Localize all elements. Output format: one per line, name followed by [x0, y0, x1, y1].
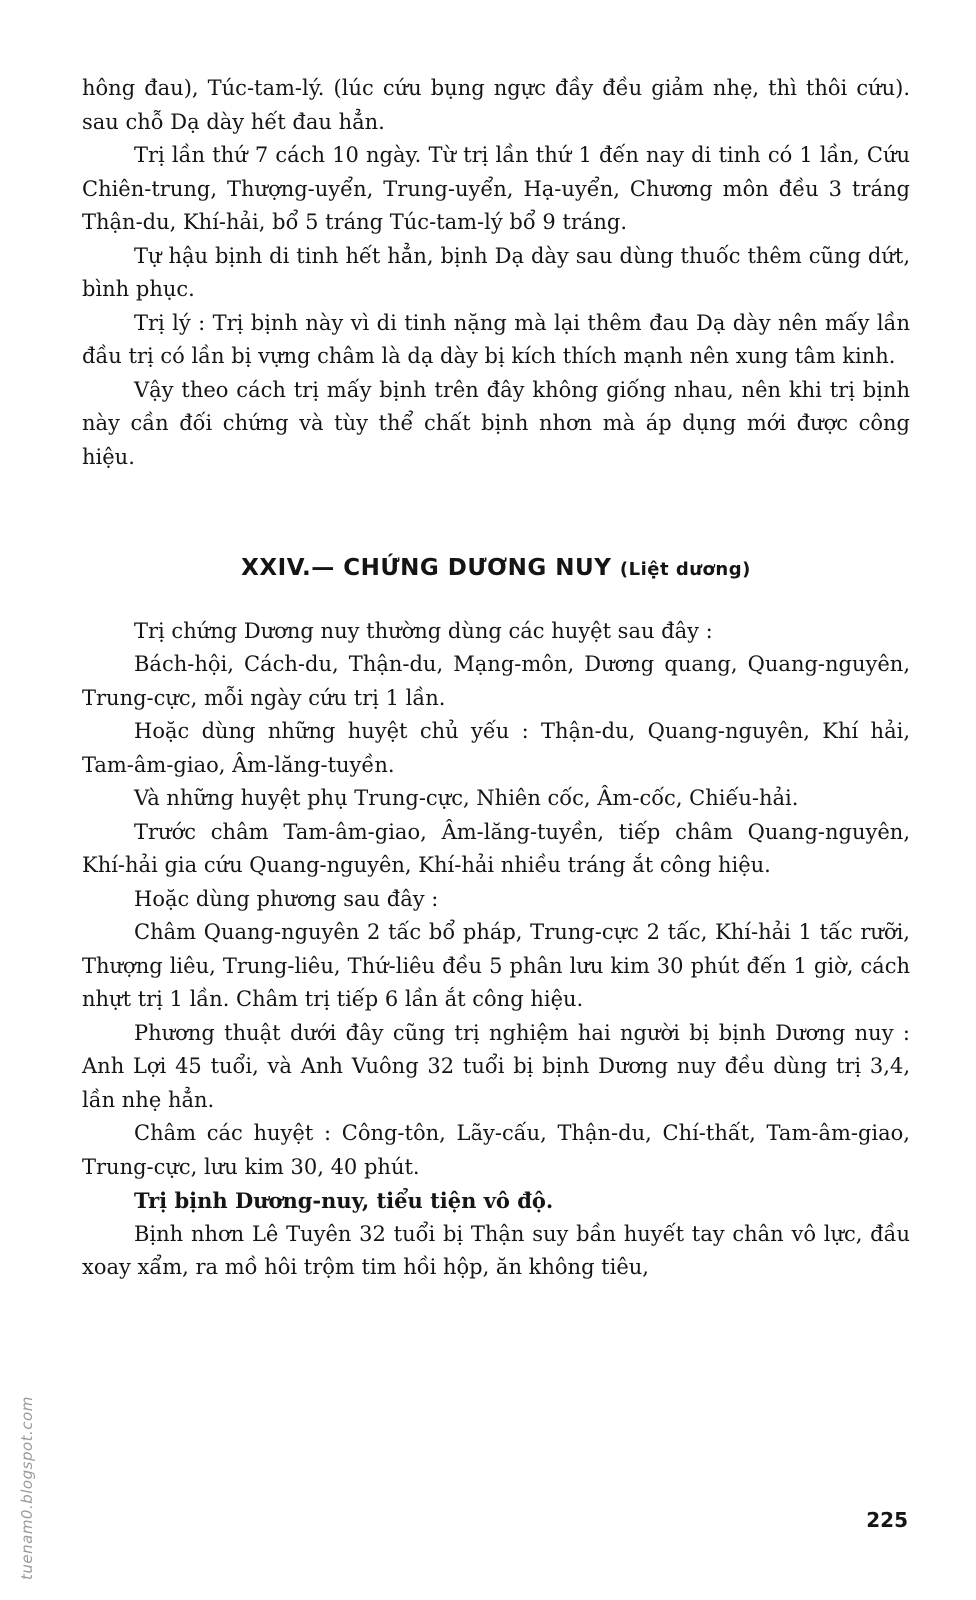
subheading-urinary: Trị bịnh Dương-nuy, tiểu tiện vô độ.	[134, 1188, 554, 1213]
paragraph-case-study: Phương thuật dưới đây cũng trị nghiệm hai người bị bịnh Dương nuy : Anh Lợi 45 tuổi, và Anh Vuông 32 tuổi bị bịnh Dương nuy đều dùng trị 3,4, lần nhẹ hẳn.	[82, 1020, 910, 1112]
paragraph-needling-method: Châm Quang-nguyên 2 tấc bổ pháp, Trung-cực 2 tấc, Khí-hải 1 tấc rưỡi, Thượng liêu, Trung-liêu, Thứ-liêu đều 5 phân lưu kim 30 phút đến 1 giờ, cách nhựt trị 1 lần. Châm trị tiếp 6 lần ắt công hiệu.	[82, 920, 910, 1011]
paragraph-reasoning: Trị lý : Trị bịnh này vì di tinh nặng mà lại thêm đau Dạ dày nên mấy lần đầu trị có lần bị vựng châm là dạ dày bị kích thích mạnh nên xung tâm kinh.	[82, 310, 910, 368]
paragraph-intro: Trị chứng Dương nuy thường dùng các huyệt sau đây :	[134, 618, 713, 643]
paragraph-patient-case: Bịnh nhơn Lê Tuyên 32 tuổi bị Thận suy bần huyết tay chân vô lực, đầu xoay xẩm, ra mồ hôi trộm tim hồi hộp, ăn không tiêu,	[82, 1221, 910, 1279]
paragraph-alternative: Hoặc dùng phương sau đây :	[134, 886, 439, 911]
paragraph-points-used: Châm các huyệt : Công-tôn, Lãy-cấu, Thận-du, Chí-thất, Tam-âm-giao, Trung-cực, lưu kim 30, 40 phút.	[82, 1121, 910, 1179]
paragraph-secondary-points: Và những huyệt phụ Trung-cực, Nhiên cốc, Âm-cốc, Chiếu-hải.	[134, 786, 799, 810]
paragraph-continuation: hông đau), Túc-tam-lý. (lúc cứu bụng ngực đầy đều giảm nhẹ, thì thôi cứu). sau chỗ Dạ dày hết đau hẳn.	[82, 76, 910, 134]
book-page	[82, 72, 910, 1285]
section-subtitle: (Liệt dương)	[619, 559, 751, 580]
paragraph-points-list: Bách-hội, Cách-du, Thận-du, Mạng-môn, Dương quang, Quang-nguyên, Trung-cực, mỗi ngày cứu trị 1 lần.	[82, 652, 910, 710]
paragraph-main-points: Hoặc dùng những huyệt chủ yếu : Thận-du, Quang-nguyên, Khí hải, Tam-âm-giao, Âm-lăng-tuyền.	[82, 719, 910, 777]
section-heading	[82, 552, 910, 587]
page-number: 225	[866, 1508, 908, 1532]
paragraph-treatment-7: Trị lần thứ 7 cách 10 ngày. Từ trị lần thứ 1 đến nay di tinh có 1 lần, Cứu Chiên-trung, Thượng-uyển, Trung-uyển, Hạ-uyển, Chương môn đều 3 tráng Thận-du, Khí-hải, bổ 5 tráng Túc-tam-lý bổ 9 tráng.	[82, 143, 910, 234]
paragraph-conclusion: Vậy theo cách trị mấy bịnh trên đây không giống nhau, nên khi trị bịnh này cần đối chứng và tùy thể chất bịnh nhơn mà áp dụng mới được công hiệu.	[82, 377, 910, 469]
section-spacer	[82, 474, 910, 516]
paragraph-procedure: Trước châm Tam-âm-giao, Âm-lăng-tuyền, tiếp châm Quang-nguyên, Khí-hải gia cứu Quang-nguyên, Khí-hải nhiều tráng ắt công hiệu.	[82, 819, 910, 877]
section-title: XXIV.— CHỨNG DƯƠNG NUY	[241, 555, 612, 581]
blog-watermark: tuenam0.blogspot.com	[18, 1396, 36, 1580]
paragraph-recovery: Tự hậu bịnh di tinh hết hẳn, bịnh Dạ dày sau dùng thuốc thêm cũng dứt, bình phục.	[82, 243, 910, 301]
